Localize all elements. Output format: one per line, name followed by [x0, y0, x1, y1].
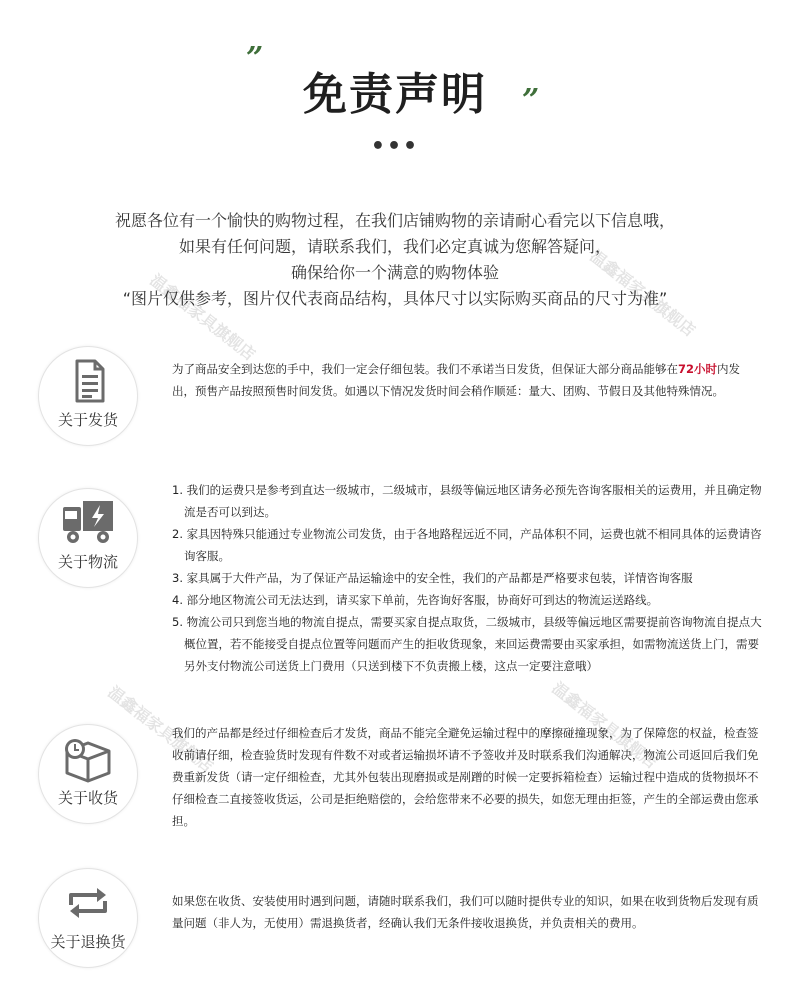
intro-line: 祝愿各位有一个愉快的购物过程，在我们店铺购物的亲请耐心看完以下信息哦，	[114, 211, 675, 230]
shipping-text-part: 为了商品安全到达您的手中，我们一定会仔细包装。我们不承诺当日发货，但保证大部分商品能够在	[172, 362, 678, 376]
watermark: 温鑫福家具旗舰店	[104, 682, 218, 777]
receiving-text: 我们的产品都是经过仔细检查后才发货，商品不能完全避免运输过程中的摩擦碰撞现象，为了保障您的权益，检查签收前请仔细，检查验货时发现有件数不对或者运输损坏请不予签收并及时联系我们沟通解决，物流公司返回后我们免费重新发货（请一定仔细检查，尤其外包装出现磨损或是剐蹭的时候一定要拆箱检查）运输过程中造成的货物损坏不仔细检查二直接签收货运，公司是拒绝赔偿的，会给您带来不必要的损失，如您无理由拒签，产生的全部运费由您承担。	[172, 726, 759, 828]
logistics-label: 关于物流	[57, 553, 118, 571]
title-dots: •••	[370, 134, 420, 159]
shipping-text	[172, 358, 762, 402]
shipping-label: 关于发货	[57, 411, 118, 429]
document-icon	[61, 357, 115, 405]
logistics-item: 3. 家具属于大件产品，为了保证产品运输途中的安全性，我们的产品都是严格要求包装，详情咨询客服	[172, 571, 693, 585]
receiving-label: 关于收货	[57, 789, 118, 807]
watermark: 温鑫福家具旗舰店	[548, 678, 662, 773]
close-quote-mark: ”	[522, 83, 540, 118]
logistics-badge	[38, 488, 138, 588]
open-quote-mark: ”	[246, 41, 264, 76]
intro-block	[0, 208, 790, 312]
logistics-item: 1. 我们的运费只是参考到直达一级城市，二级城市，县级等偏远地区请务必预先咨询客服相关的运费用，并且确定物流是否可以到达。	[172, 483, 762, 519]
returns-badge	[38, 868, 138, 968]
intro-line: 确保给你一个满意的购物体验	[290, 263, 499, 282]
watermark: 温鑫福家具旗舰店	[146, 270, 260, 365]
shipping-badge	[38, 346, 138, 446]
returns-label: 关于退换货	[50, 933, 126, 951]
shipping-text-part: 内发出，预售产品按照预售时间发货。如遇以下情况发货时间会稍作顺延：量大、团购、节假日及其他特殊情况。	[172, 362, 741, 398]
receiving-badge	[38, 724, 138, 824]
intro-line: 如果有任何问题，请联系我们，我们必定真诚为您解答疑问，	[178, 237, 611, 256]
returns-text: 如果您在收货、安装使用时遇到问题，请随时联系我们，我们可以随时提供专业的知识，如果在收到货物后发现有质量问题（非人为，无使用）需退换货者，经确认我们无条件接收退换货，并负责相关的费用。	[172, 894, 759, 930]
logistics-item: 5. 物流公司只到您当地的物流自提点，需要买家自提点取货，二级城市，县级等偏远地区需要提前咨询物流自提点大概位置，若不能接受自提点位置等问题而产生的拒收货现象，来回运费需要由买家承担，如需物流送货上门，需要另外支付物流公司送货上门费用（只送到楼下不负责搬上楼，这点一定要注意哦）	[172, 615, 762, 673]
exchange-arrows-icon	[61, 879, 115, 927]
watermark: 温鑫福家具旗舰店	[586, 246, 700, 341]
intro-line: “图片仅供参考，图片仅代表商品结构，具体尺寸以实际购买商品的尺寸为准”	[122, 289, 668, 308]
delivery-truck-icon	[61, 499, 115, 547]
package-clock-icon	[61, 735, 115, 783]
logistics-item: 2. 家具因特殊只能通过专业物流公司发货，由于各地路程远近不同，产品体积不同，运费也就不相同具体的运费请咨询客服。	[172, 527, 762, 563]
logistics-item: 4. 部分地区物流公司无法达到，请买家下单前，先咨询好客服，协商好可到达的物流运送路线。	[172, 593, 659, 607]
logistics-list	[172, 479, 762, 677]
page-title: 免责声明	[303, 69, 487, 120]
shipping-highlight: 72小时	[678, 362, 718, 376]
